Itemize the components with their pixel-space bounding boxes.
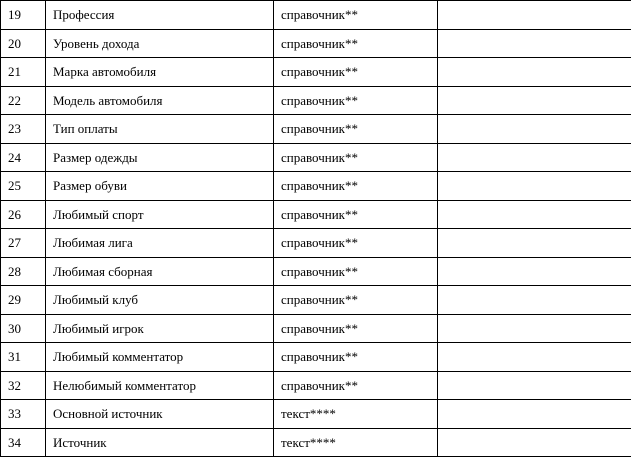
- row-number-cell: 33: [1, 400, 46, 429]
- field-name-cell: Профессия: [46, 1, 274, 30]
- row-number-cell: 19: [1, 1, 46, 30]
- field-type-cell: справочник**: [274, 314, 438, 343]
- field-type-cell: справочник**: [274, 1, 438, 30]
- row-number-cell: 28: [1, 257, 46, 286]
- field-name-cell: Размер обуви: [46, 172, 274, 201]
- table-row: [1, 229, 631, 258]
- row-number-cell: 29: [1, 286, 46, 315]
- field-name-cell: Размер одежды: [46, 143, 274, 172]
- fields-table-body: [1, 1, 631, 457]
- table-row: [1, 29, 631, 58]
- field-type-cell: справочник**: [274, 343, 438, 372]
- field-type-cell: справочник**: [274, 229, 438, 258]
- table-row: [1, 343, 631, 372]
- field-name-cell: Любимый спорт: [46, 200, 274, 229]
- empty-cell: [438, 314, 631, 343]
- empty-cell: [438, 371, 631, 400]
- table-row: [1, 200, 631, 229]
- field-type-cell: справочник**: [274, 371, 438, 400]
- field-name-cell: Любимый комментатор: [46, 343, 274, 372]
- field-name-cell: Любимый игрок: [46, 314, 274, 343]
- row-number-cell: 21: [1, 58, 46, 87]
- field-name-cell: Источник: [46, 428, 274, 457]
- table-row: [1, 400, 631, 429]
- table-row: [1, 314, 631, 343]
- field-name-cell: Модель автомобиля: [46, 86, 274, 115]
- table-row: [1, 428, 631, 457]
- field-name-cell: Уровень дохода: [46, 29, 274, 58]
- field-name-cell: Нелюбимый комментатор: [46, 371, 274, 400]
- empty-cell: [438, 229, 631, 258]
- empty-cell: [438, 428, 631, 457]
- row-number-cell: 22: [1, 86, 46, 115]
- field-name-cell: Любимая лига: [46, 229, 274, 258]
- row-number-cell: 26: [1, 200, 46, 229]
- field-type-cell: справочник**: [274, 86, 438, 115]
- field-type-cell: справочник**: [274, 200, 438, 229]
- empty-cell: [438, 29, 631, 58]
- field-type-cell: текст****: [274, 400, 438, 429]
- table-row: [1, 1, 631, 30]
- table-row: [1, 143, 631, 172]
- empty-cell: [438, 200, 631, 229]
- empty-cell: [438, 58, 631, 87]
- field-type-cell: справочник**: [274, 143, 438, 172]
- empty-cell: [438, 1, 631, 30]
- empty-cell: [438, 286, 631, 315]
- empty-cell: [438, 143, 631, 172]
- empty-cell: [438, 115, 631, 144]
- row-number-cell: 34: [1, 428, 46, 457]
- empty-cell: [438, 257, 631, 286]
- field-type-cell: текст****: [274, 428, 438, 457]
- table-row: [1, 257, 631, 286]
- field-name-cell: Любимая сборная: [46, 257, 274, 286]
- table-row: [1, 286, 631, 315]
- row-number-cell: 32: [1, 371, 46, 400]
- row-number-cell: 25: [1, 172, 46, 201]
- row-number-cell: 24: [1, 143, 46, 172]
- field-name-cell: Тип оплаты: [46, 115, 274, 144]
- empty-cell: [438, 172, 631, 201]
- field-type-cell: справочник**: [274, 58, 438, 87]
- row-number-cell: 27: [1, 229, 46, 258]
- field-name-cell: Марка автомобиля: [46, 58, 274, 87]
- field-type-cell: справочник**: [274, 29, 438, 58]
- empty-cell: [438, 400, 631, 429]
- field-type-cell: справочник**: [274, 115, 438, 144]
- field-type-cell: справочник**: [274, 257, 438, 286]
- field-type-cell: справочник**: [274, 286, 438, 315]
- row-number-cell: 30: [1, 314, 46, 343]
- empty-cell: [438, 86, 631, 115]
- table-row: [1, 371, 631, 400]
- table-row: [1, 115, 631, 144]
- field-type-cell: справочник**: [274, 172, 438, 201]
- table-row: [1, 58, 631, 87]
- field-name-cell: Любимый клуб: [46, 286, 274, 315]
- row-number-cell: 20: [1, 29, 46, 58]
- field-name-cell: Основной источник: [46, 400, 274, 429]
- row-number-cell: 31: [1, 343, 46, 372]
- empty-cell: [438, 343, 631, 372]
- table-row: [1, 86, 631, 115]
- row-number-cell: 23: [1, 115, 46, 144]
- table-row: [1, 172, 631, 201]
